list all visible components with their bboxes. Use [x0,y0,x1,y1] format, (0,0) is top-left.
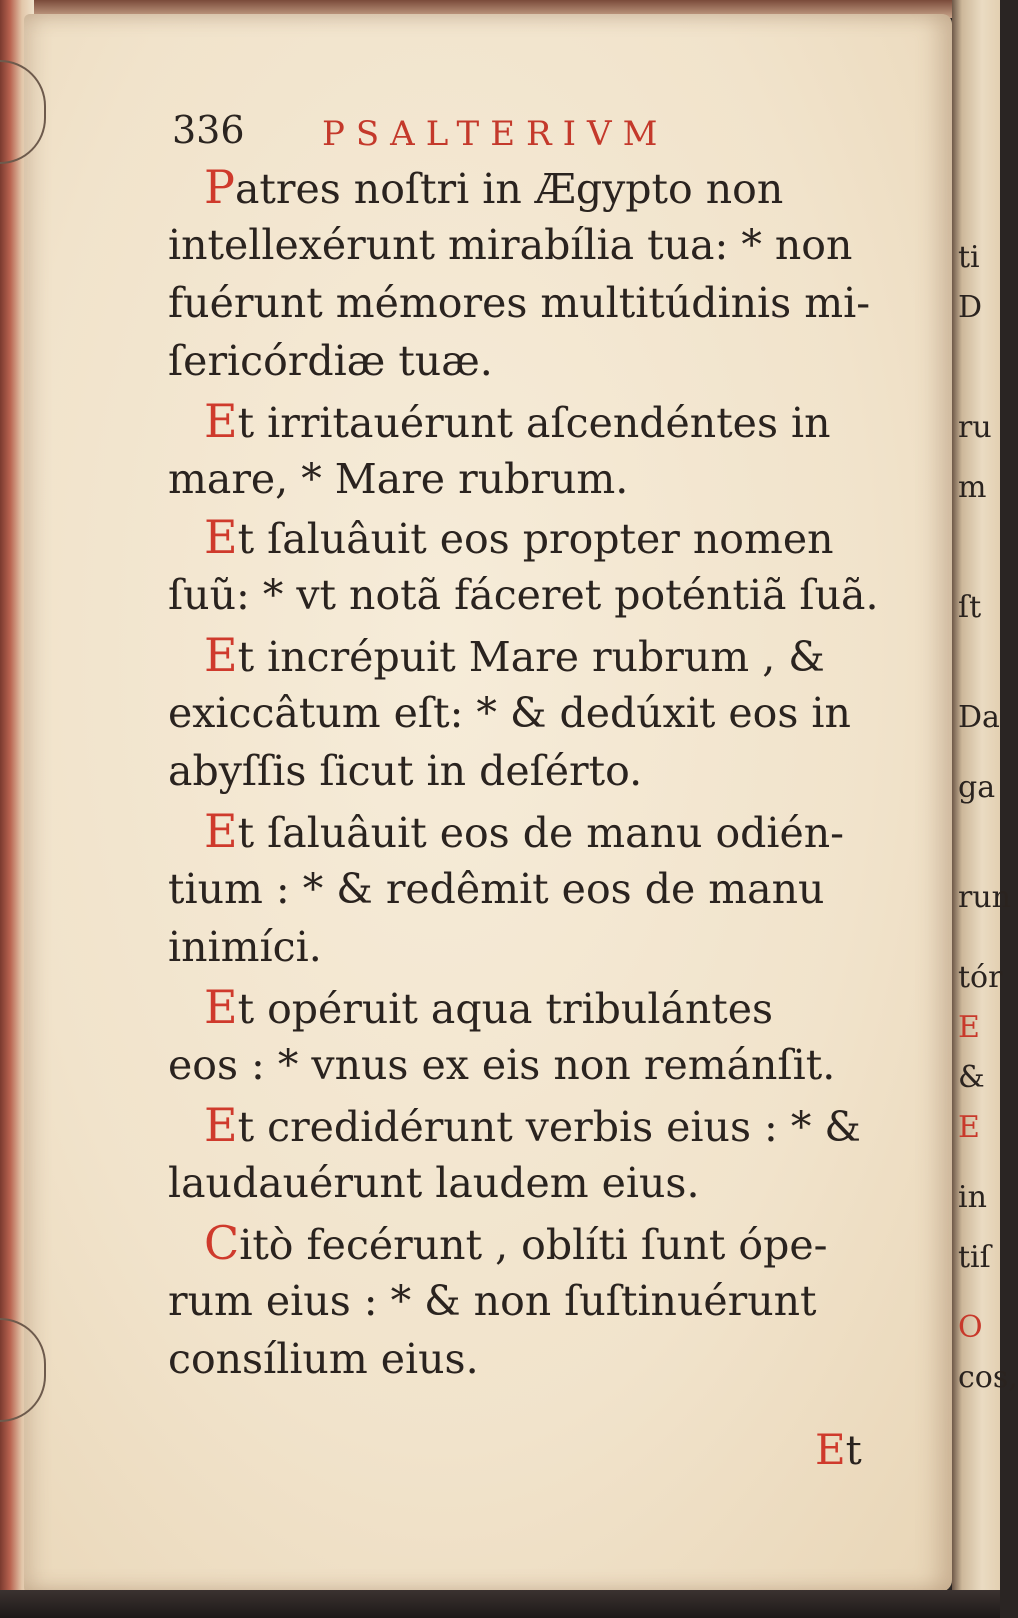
line-text: t irritauérunt aſcendéntes in [237,399,831,447]
running-head [172,108,872,158]
rubric-initial: E [204,510,238,564]
text-line [168,918,322,976]
text-line [168,1154,699,1212]
facing-page-fragment: D [958,290,983,325]
facing-page-fragment: run [958,880,1011,915]
line-text: consílium eius. [168,1335,479,1383]
line-text: mare, * Mare rubrum. [168,455,629,503]
facing-page-fragment: ga [958,770,996,805]
facing-page-fragment: cos, [958,1360,1018,1395]
text-line [168,216,852,274]
text-line [168,566,879,624]
line-text: t ſaluâuit eos de manu odién- [237,809,845,857]
line-text: ſuũ: * vt notã fáceret poténtiã ſuã. [168,571,879,619]
bottom-shadow [0,1590,1000,1618]
line-text: t credidérunt verbis eius : * & [237,1103,861,1151]
facing-page-fragment: ru [958,410,992,445]
facing-page-fragment: & [958,1060,985,1095]
text-line [204,1214,827,1272]
line-text: laudauérunt laudem eius. [168,1159,700,1207]
facing-page-fragment: in [958,1180,987,1215]
rubric-initial: E [204,980,238,1034]
facing-page-fragment: E [958,1110,980,1145]
line-text: ſericórdiæ tuæ. [168,337,493,385]
line-text: itò fecérunt , oblíti ſunt ópe- [239,1221,828,1269]
text-line [204,978,773,1036]
line-text: abyſſis ſicut in deſérto. [168,747,643,795]
line-text: rum eius : * & non ſuſtinuérunt [168,1277,817,1325]
facing-page-edge [952,0,1018,1618]
line-text: tium : * & redêmit eos de manu [168,865,825,913]
text-line [168,1036,835,1094]
facing-page-fragment: ſt [958,590,982,625]
line-text: intellexérunt mirabília tua: * non [168,221,853,269]
catchword-rest: t [845,1428,862,1474]
text-line [204,392,831,450]
rubric-initial: E [204,394,238,448]
text-line [204,802,844,860]
facing-page-fragment: m [958,470,987,505]
facing-page-fragment: ti [958,240,980,275]
line-text: eos : * vnus ex eis non remánſit. [168,1041,836,1089]
facing-page-fragment: E [958,1010,980,1045]
line-text: t incrépuit Mare rubrum , & [237,633,825,681]
text-line [168,332,493,390]
running-title: PSALTERIVM [322,114,669,154]
text-line [168,1330,479,1388]
text-line [168,860,824,918]
line-text: inimíci. [168,923,322,971]
line-text: fuérunt mémores multitúdinis mi- [168,279,871,327]
catchword [815,1425,862,1474]
facing-page-fragment: O [958,1310,983,1345]
page-number: 336 [172,108,245,152]
text-line [204,508,834,566]
facing-page-fragment: tór [958,960,1003,995]
rubric-initial: E [204,804,238,858]
text-line [204,1096,861,1154]
rubric-initial: E [204,1098,238,1152]
line-text: t ſaluâuit eos propter nomen [237,515,834,563]
text-line [168,742,642,800]
line-text: exiccâtum eſt: * & dedúxit eos in [168,689,851,737]
text-line [204,626,825,684]
text-line [204,158,783,216]
facing-page-fragment: tiſ [958,1240,991,1275]
text-line [168,1272,817,1330]
rubric-initial: C [204,1216,240,1270]
text-line [168,684,851,742]
text-line [168,274,870,332]
line-text: t opéruit aqua tribulántes [237,985,774,1033]
line-text: atres noſtri in Ægypto non [234,165,784,213]
catchword-initial: E [815,1425,846,1474]
rubric-initial: P [204,160,235,214]
rubric-initial: E [204,628,238,682]
text-line [168,450,628,508]
facing-page-fragment: Da [958,700,1000,735]
